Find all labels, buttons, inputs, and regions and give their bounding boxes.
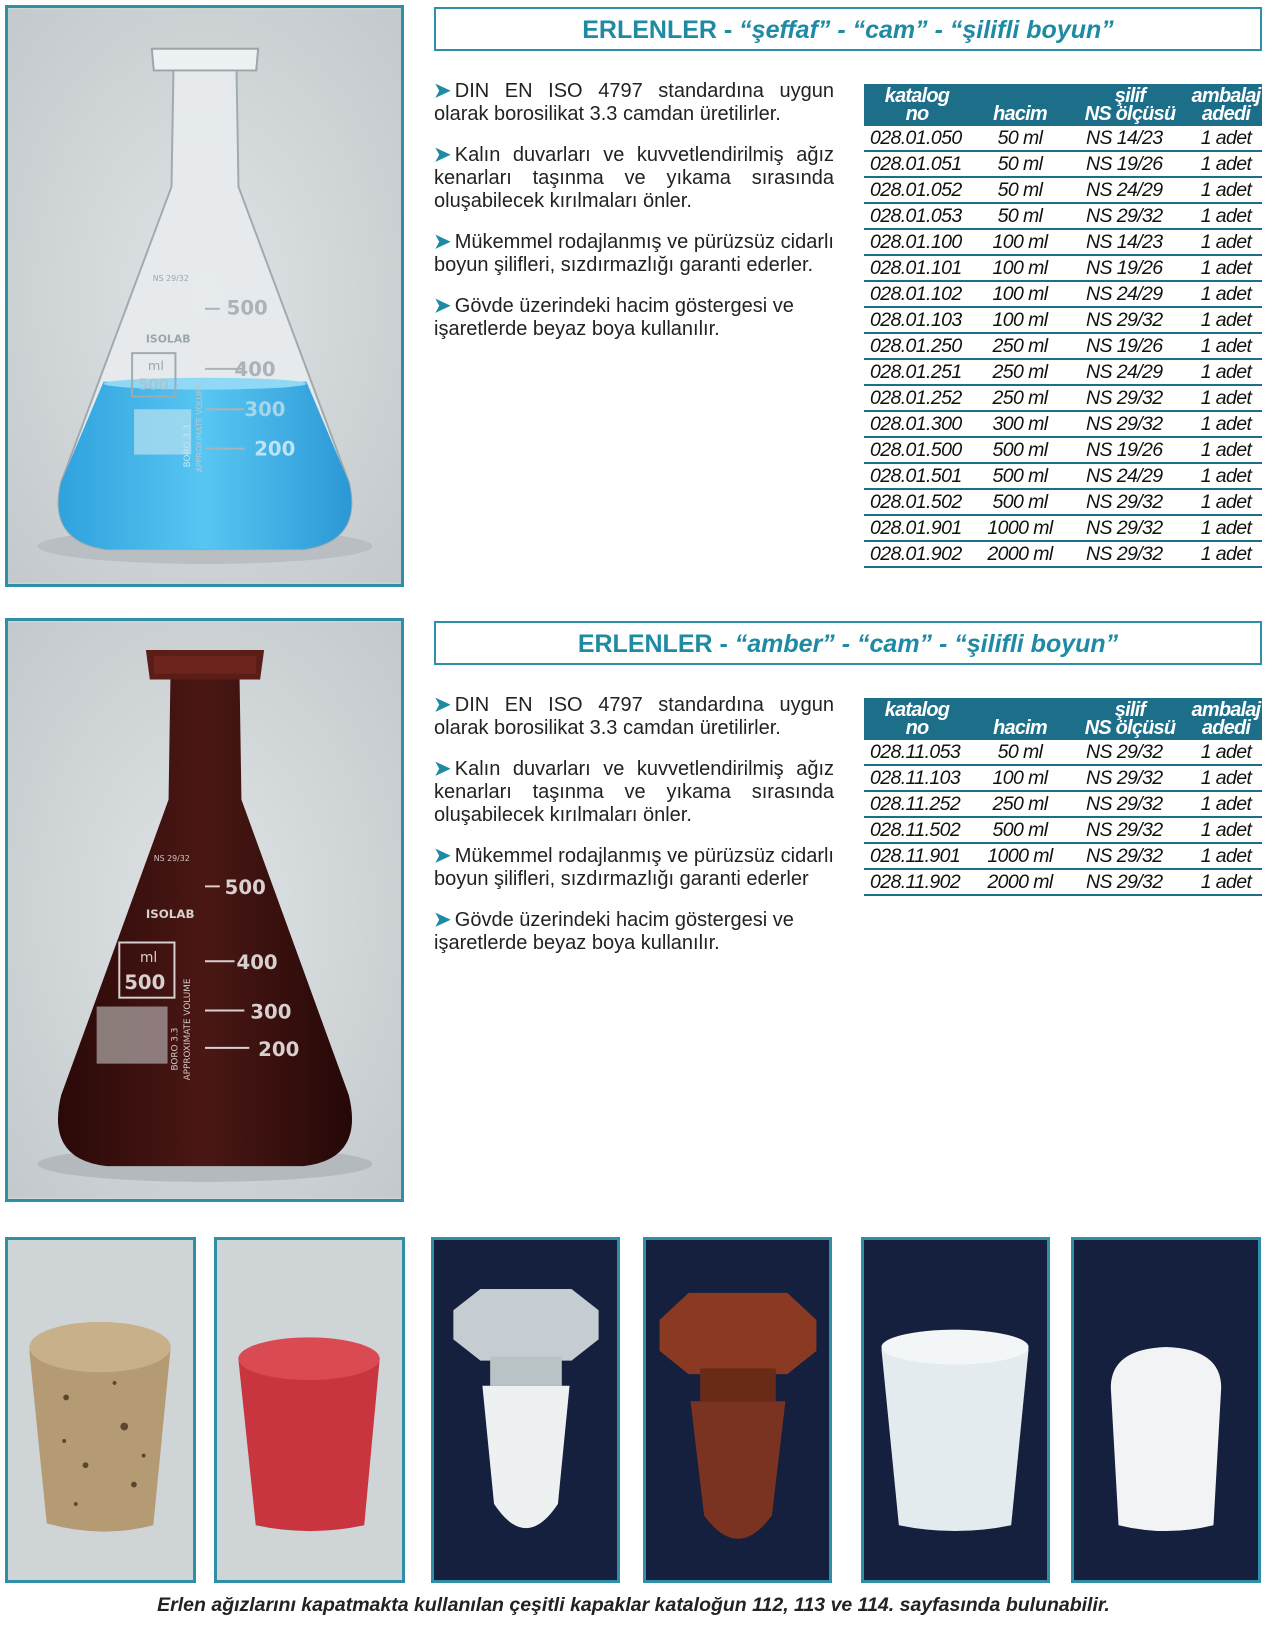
cell-hacim: 100 ml bbox=[970, 307, 1070, 333]
cell-ns: NS 29/32 bbox=[1070, 765, 1190, 791]
cell-ns: NS 29/32 bbox=[1070, 541, 1190, 567]
section-title-clear bbox=[434, 7, 1262, 51]
bullet: ➤ Mükemmel rodajlanmış ve pürüzsüz cidarlı boyun şilifleri, sızdırmazlığı garanti ederler. bbox=[434, 231, 834, 276]
table-row bbox=[864, 177, 1262, 203]
bullet: ➤ DIN EN ISO 4797 standardına uygun olarak borosilikat 3.3 camdan üretilirler. bbox=[434, 694, 834, 739]
cell-hacim: 250 ml bbox=[970, 791, 1070, 817]
cell-ambalaj: 1 adet bbox=[1190, 541, 1262, 567]
arrow-icon: ➤ bbox=[434, 758, 451, 780]
cell-katalog-no: 028.11.901 bbox=[864, 843, 970, 869]
cell-ambalaj: 1 adet bbox=[1190, 203, 1262, 229]
clear-flask-photo bbox=[5, 5, 404, 587]
cell-hacim: 250 ml bbox=[970, 359, 1070, 385]
cell-ns: NS 29/32 bbox=[1070, 791, 1190, 817]
cell-ns: NS 29/32 bbox=[1070, 411, 1190, 437]
cell-ns: NS 14/23 bbox=[1070, 229, 1190, 255]
flask-approx: APPROXIMATE VOLUME bbox=[195, 381, 205, 473]
cell-ambalaj: 1 adet bbox=[1190, 740, 1262, 765]
cell-hacim: 500 ml bbox=[970, 437, 1070, 463]
description-amber bbox=[434, 694, 834, 973]
cell-ns: NS 24/29 bbox=[1070, 281, 1190, 307]
cell-ambalaj: 1 adet bbox=[1190, 281, 1262, 307]
cell-katalog-no: 028.01.053 bbox=[864, 203, 970, 229]
flask-ml: ml bbox=[147, 358, 164, 374]
col-hacim: hacim bbox=[970, 84, 1070, 126]
arrow-icon: ➤ bbox=[434, 694, 451, 716]
cell-ns: NS 29/32 bbox=[1070, 203, 1190, 229]
cell-hacim: 100 ml bbox=[970, 255, 1070, 281]
table-row bbox=[864, 740, 1262, 765]
arrow-icon: ➤ bbox=[434, 80, 451, 102]
cell-hacim: 50 ml bbox=[970, 740, 1070, 765]
cell-ns: NS 24/29 bbox=[1070, 359, 1190, 385]
cell-ns: NS 19/26 bbox=[1070, 333, 1190, 359]
glass-stopper-amber-photo bbox=[643, 1237, 832, 1583]
cell-hacim: 300 ml bbox=[970, 411, 1070, 437]
table-row bbox=[864, 385, 1262, 411]
cell-katalog-no: 028.01.901 bbox=[864, 515, 970, 541]
cell-hacim: 1000 ml bbox=[970, 843, 1070, 869]
amber-flask-photo bbox=[5, 618, 404, 1202]
table-row bbox=[864, 463, 1262, 489]
cell-katalog-no: 028.01.252 bbox=[864, 385, 970, 411]
table-row bbox=[864, 765, 1262, 791]
silicone-stopper-photo bbox=[861, 1237, 1050, 1583]
cell-hacim: 50 ml bbox=[970, 203, 1070, 229]
rubber-stopper-photo bbox=[214, 1237, 405, 1583]
cell-hacim: 2000 ml bbox=[970, 541, 1070, 567]
table-row bbox=[864, 359, 1262, 385]
table-row bbox=[864, 489, 1262, 515]
grad-300: 300 bbox=[250, 1000, 292, 1024]
bullet: ➤ Kalın duvarları ve kuvvetlendirilmiş ağız kenarları taşınma ve yıkama sırasında oluşabilecek kırılmaları önler. bbox=[434, 758, 834, 826]
arrow-icon: ➤ bbox=[434, 144, 451, 166]
foam-stopper-image bbox=[1074, 1240, 1258, 1580]
table-row bbox=[864, 817, 1262, 843]
grad-400: 400 bbox=[236, 951, 278, 975]
cell-ns: NS 29/32 bbox=[1070, 307, 1190, 333]
amber-flask-image bbox=[8, 621, 401, 1199]
cell-ns: NS 24/29 bbox=[1070, 463, 1190, 489]
col-silif: şilif NS ölçüsü bbox=[1070, 84, 1190, 126]
cell-katalog-no: 028.01.052 bbox=[864, 177, 970, 203]
cell-ns: NS 29/32 bbox=[1070, 817, 1190, 843]
cell-ambalaj: 1 adet bbox=[1190, 489, 1262, 515]
cell-ambalaj: 1 adet bbox=[1190, 791, 1262, 817]
cork-stopper-image bbox=[8, 1240, 193, 1580]
flask-ml: ml bbox=[139, 950, 158, 967]
cell-katalog-no: 028.01.500 bbox=[864, 437, 970, 463]
table-header-row bbox=[864, 84, 1262, 126]
flask-boro: BORO 3.3 bbox=[170, 1027, 181, 1071]
table-row bbox=[864, 307, 1262, 333]
col-ambalaj: ambalaj adedi bbox=[1191, 85, 1261, 125]
col-silif: şilif NS ölçüsü bbox=[1070, 698, 1190, 740]
bullet: ➤ Gövde üzerindeki hacim göstergesi ve işaretlerde beyaz boya kullanılır. bbox=[434, 295, 794, 340]
grad-200: 200 bbox=[254, 437, 296, 461]
table-row bbox=[864, 515, 1262, 541]
cell-ambalaj: 1 adet bbox=[1190, 385, 1262, 411]
bullet: ➤ Mükemmel rodajlanmış ve pürüzsüz cidarlı boyun şilifleri, sızdırmazlığı garanti ederler bbox=[434, 845, 834, 890]
bullet: ➤ Gövde üzerindeki hacim göstergesi ve işaretlerde beyaz boya kullanılır. bbox=[434, 909, 794, 954]
cell-ambalaj: 1 adet bbox=[1190, 817, 1262, 843]
footer-note: Erlen ağızlarını kapatmakta kullanılan çeşitli kapaklar kataloğun 112, 113 ve 114. sayfasında bulunabilir. bbox=[157, 1594, 1110, 1616]
table-row bbox=[864, 151, 1262, 177]
cell-ns: NS 24/29 bbox=[1070, 177, 1190, 203]
cell-hacim: 50 ml bbox=[970, 151, 1070, 177]
cell-katalog-no: 028.11.252 bbox=[864, 791, 970, 817]
cell-ambalaj: 1 adet bbox=[1190, 229, 1262, 255]
cell-ambalaj: 1 adet bbox=[1190, 411, 1262, 437]
cell-ambalaj: 1 adet bbox=[1190, 126, 1262, 151]
grad-500: 500 bbox=[224, 876, 266, 900]
cell-hacim: 100 ml bbox=[970, 765, 1070, 791]
cell-ambalaj: 1 adet bbox=[1190, 307, 1262, 333]
grad-300: 300 bbox=[244, 398, 286, 422]
cell-ns: NS 29/32 bbox=[1070, 869, 1190, 895]
cell-hacim: 250 ml bbox=[970, 333, 1070, 359]
table-row bbox=[864, 126, 1262, 151]
title-main: ERLENLER - bbox=[577, 630, 735, 658]
cell-ns: NS 19/26 bbox=[1070, 255, 1190, 281]
cell-ns: NS 14/23 bbox=[1070, 126, 1190, 151]
table-row bbox=[864, 869, 1262, 895]
cell-ns: NS 19/26 bbox=[1070, 151, 1190, 177]
cell-ns: NS 29/32 bbox=[1070, 843, 1190, 869]
title-main: ERLENLER - bbox=[582, 16, 740, 44]
grad-400: 400 bbox=[234, 357, 276, 381]
arrow-icon: ➤ bbox=[434, 231, 451, 253]
spec-table-amber bbox=[864, 698, 1262, 896]
grad-200: 200 bbox=[258, 1037, 300, 1061]
title-sub: “amber” - “cam” - “şilifli boyun” bbox=[734, 630, 1119, 658]
glass-stopper-clear-image bbox=[434, 1240, 617, 1580]
flask-capacity: 500 bbox=[138, 376, 169, 394]
flask-brand: ISOLAB bbox=[145, 906, 195, 921]
glass-stopper-clear-photo bbox=[431, 1237, 620, 1583]
cell-hacim: 50 ml bbox=[970, 177, 1070, 203]
cell-ns: NS 29/32 bbox=[1070, 515, 1190, 541]
cell-katalog-no: 028.11.502 bbox=[864, 817, 970, 843]
table-row bbox=[864, 281, 1262, 307]
cell-ambalaj: 1 adet bbox=[1190, 437, 1262, 463]
table-row bbox=[864, 791, 1262, 817]
bullet: ➤ Kalın duvarları ve kuvvetlendirilmiş ağız kenarları taşınma ve yıkama sırasında oluşabilecek kırılmaları önler. bbox=[434, 144, 834, 212]
cell-ns: NS 29/32 bbox=[1070, 385, 1190, 411]
cell-katalog-no: 028.01.251 bbox=[864, 359, 970, 385]
cell-katalog-no: 028.01.502 bbox=[864, 489, 970, 515]
cell-ambalaj: 1 adet bbox=[1190, 463, 1262, 489]
cell-ambalaj: 1 adet bbox=[1190, 765, 1262, 791]
cell-ambalaj: 1 adet bbox=[1190, 869, 1262, 895]
clear-flask-image bbox=[8, 8, 401, 584]
cell-ambalaj: 1 adet bbox=[1190, 843, 1262, 869]
arrow-icon: ➤ bbox=[434, 845, 451, 867]
flask-capacity: 500 bbox=[124, 970, 166, 994]
cell-ambalaj: 1 adet bbox=[1190, 255, 1262, 281]
col-katalog: katalog no bbox=[864, 698, 970, 740]
table-row bbox=[864, 437, 1262, 463]
flask-boro: BORO 3.3 bbox=[183, 424, 194, 468]
col-katalog: katalog no bbox=[864, 84, 970, 126]
cell-katalog-no: 028.01.501 bbox=[864, 463, 970, 489]
description-clear bbox=[434, 80, 834, 359]
bullet: ➤ DIN EN ISO 4797 standardına uygun olarak borosilikat 3.3 camdan üretilirler. bbox=[434, 80, 834, 125]
cell-hacim: 100 ml bbox=[970, 229, 1070, 255]
cell-ambalaj: 1 adet bbox=[1190, 151, 1262, 177]
cell-katalog-no: 028.01.100 bbox=[864, 229, 970, 255]
cell-hacim: 250 ml bbox=[970, 385, 1070, 411]
flask-ns-label: NS 29/32 bbox=[152, 274, 189, 284]
cell-katalog-no: 028.01.103 bbox=[864, 307, 970, 333]
cell-ambalaj: 1 adet bbox=[1190, 515, 1262, 541]
flask-approx: APPROXIMATE VOLUME bbox=[183, 978, 194, 1081]
cork-stopper-photo bbox=[5, 1237, 196, 1583]
cell-katalog-no: 028.11.103 bbox=[864, 765, 970, 791]
table-row bbox=[864, 541, 1262, 567]
cell-katalog-no: 028.01.250 bbox=[864, 333, 970, 359]
cell-ambalaj: 1 adet bbox=[1190, 359, 1262, 385]
table-row bbox=[864, 229, 1262, 255]
section-title-amber bbox=[434, 621, 1262, 665]
cell-ns: NS 19/26 bbox=[1070, 437, 1190, 463]
grad-500: 500 bbox=[226, 296, 268, 320]
cell-ambalaj: 1 adet bbox=[1190, 177, 1262, 203]
table-row bbox=[864, 843, 1262, 869]
title-sub: “şeffaf” - “cam” - “şilifli boyun” bbox=[739, 16, 1114, 44]
cell-ns: NS 29/32 bbox=[1070, 489, 1190, 515]
cell-hacim: 500 ml bbox=[970, 489, 1070, 515]
cell-katalog-no: 028.01.051 bbox=[864, 151, 970, 177]
silicone-stopper-image bbox=[864, 1240, 1047, 1580]
flask-ns-label: NS 29/32 bbox=[153, 853, 190, 863]
cell-ambalaj: 1 adet bbox=[1190, 333, 1262, 359]
cell-katalog-no: 028.11.053 bbox=[864, 740, 970, 765]
foam-stopper-photo bbox=[1071, 1237, 1261, 1583]
col-hacim: hacim bbox=[970, 698, 1070, 740]
cell-katalog-no: 028.01.050 bbox=[864, 126, 970, 151]
cell-hacim: 500 ml bbox=[970, 463, 1070, 489]
rubber-stopper-image bbox=[217, 1240, 402, 1580]
cell-hacim: 2000 ml bbox=[970, 869, 1070, 895]
table-header-row bbox=[864, 698, 1262, 740]
table-row bbox=[864, 411, 1262, 437]
table-row bbox=[864, 255, 1262, 281]
cell-hacim: 500 ml bbox=[970, 817, 1070, 843]
cell-hacim: 50 ml bbox=[970, 126, 1070, 151]
cell-katalog-no: 028.01.300 bbox=[864, 411, 970, 437]
cell-katalog-no: 028.01.902 bbox=[864, 541, 970, 567]
cell-hacim: 1000 ml bbox=[970, 515, 1070, 541]
cell-katalog-no: 028.01.102 bbox=[864, 281, 970, 307]
cell-katalog-no: 028.11.902 bbox=[864, 869, 970, 895]
arrow-icon: ➤ bbox=[434, 295, 451, 317]
arrow-icon: ➤ bbox=[434, 909, 451, 931]
flask-brand: ISOLAB bbox=[145, 332, 191, 346]
cell-hacim: 100 ml bbox=[970, 281, 1070, 307]
cell-katalog-no: 028.01.101 bbox=[864, 255, 970, 281]
col-ambalaj: ambalaj adedi bbox=[1191, 699, 1261, 739]
table-row bbox=[864, 203, 1262, 229]
table-row bbox=[864, 333, 1262, 359]
cell-ns: NS 29/32 bbox=[1070, 740, 1190, 765]
spec-table-clear bbox=[864, 84, 1262, 568]
glass-stopper-amber-image bbox=[646, 1240, 829, 1580]
